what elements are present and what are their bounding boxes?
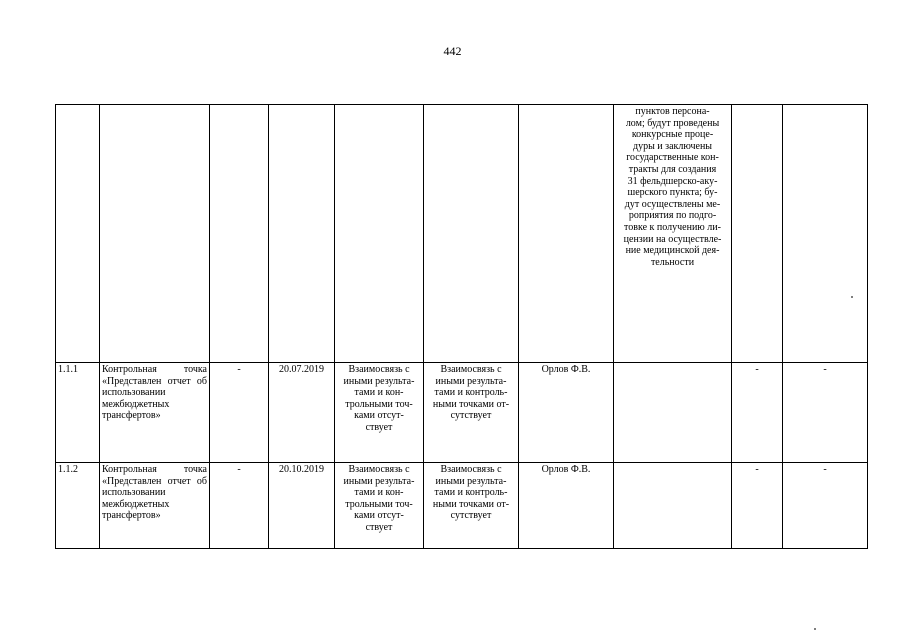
cell-empty	[335, 105, 424, 363]
dash-cell: -	[732, 363, 783, 463]
description-cell	[614, 463, 732, 549]
cell-empty	[56, 105, 100, 363]
dash-cell: -	[210, 363, 269, 463]
table-row	[56, 363, 868, 463]
scan-dot	[814, 628, 816, 630]
relation-next: Взаимосвязь с иными результа- тами и контроль- ными точками от- сутствует	[424, 463, 519, 549]
cell-empty	[424, 105, 519, 363]
relation-prev: Взаимосвязь с иными результа- тами и кон- трольными точ- ками отсут- ствует	[335, 363, 424, 463]
continuation-row	[56, 105, 868, 363]
dash-cell: -	[210, 463, 269, 549]
cell-empty	[519, 105, 614, 363]
cell-empty	[732, 105, 783, 363]
dash-cell: -	[783, 363, 868, 463]
page-number: 442	[443, 44, 462, 58]
relation-prev: Взаимосвязь с иными результа- тами и кон- трольными точ- ками отсут- ствует	[335, 463, 424, 549]
plan-table	[55, 104, 868, 549]
due-date: 20.07.2019	[269, 363, 335, 463]
table-row	[56, 463, 868, 549]
responsible-person: Орлов Ф.В.	[519, 463, 614, 549]
due-date: 20.10.2019	[269, 463, 335, 549]
relation-next: Взаимосвязь с иными результа- тами и контроль- ными точками от- сутствует	[424, 363, 519, 463]
description-cell	[614, 363, 732, 463]
cell-empty	[269, 105, 335, 363]
control-point-title: Контрольная точка «Представлен отчет об использовании межбюджетных трансфертов»	[100, 363, 210, 463]
responsible-person: Орлов Ф.В.	[519, 363, 614, 463]
dash-cell: -	[732, 463, 783, 549]
cell-empty	[210, 105, 269, 363]
cell-empty	[100, 105, 210, 363]
dash-cell: -	[783, 463, 868, 549]
cell-empty	[783, 105, 868, 363]
continuation-description: пунктов персона- лом; будут проведены конкурсные проце- дуры и заключены государственные кон- тракты для создания 31 фельдшерско-аку- шерского пункта; бу- дут осуществлены ме- роприятия по подго- товке к получению ли- цензии на осуществле- ние медицинской дея- тельности	[614, 105, 732, 363]
scan-dot	[851, 296, 853, 298]
control-point-title: Контрольная точка «Представлен отчет об использовании межбюджетных трансфертов»	[100, 463, 210, 549]
row-number: 1.1.2	[56, 463, 100, 549]
row-number: 1.1.1	[56, 363, 100, 463]
